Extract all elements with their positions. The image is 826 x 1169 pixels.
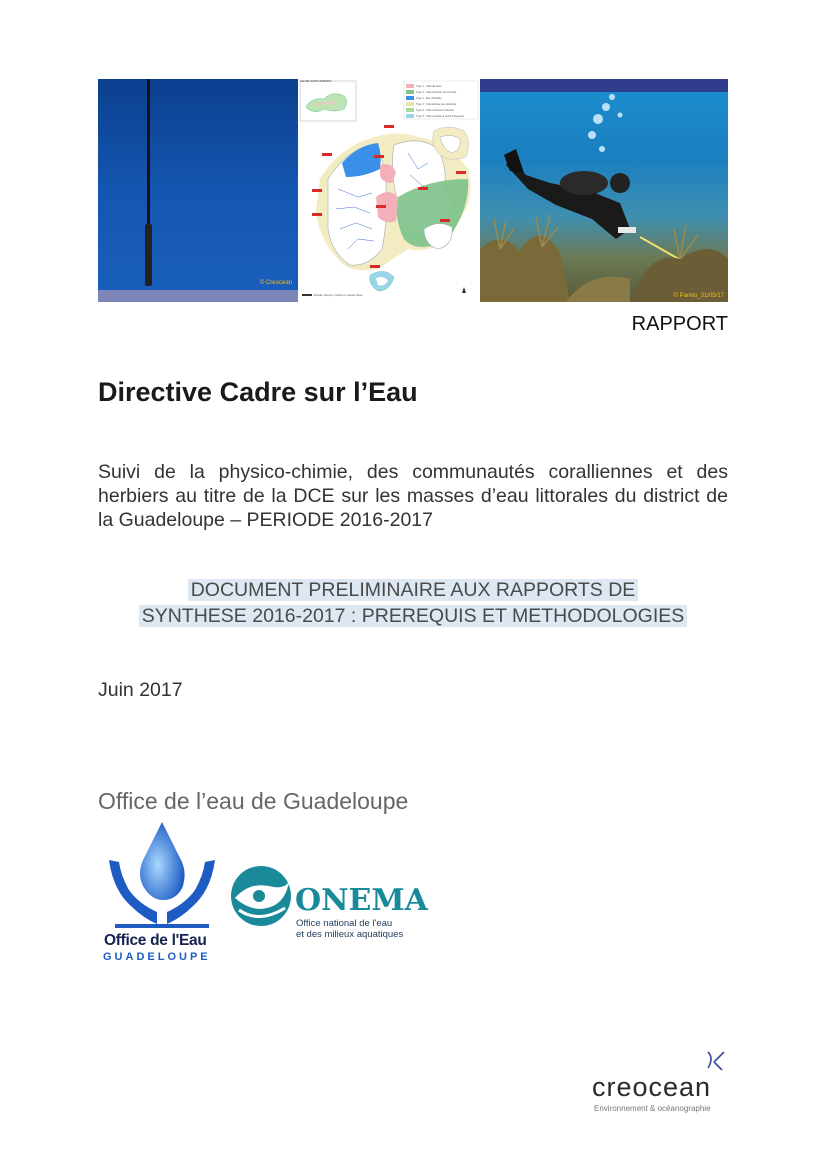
svg-text:Type 3 : Mer d'Antilles: Type 3 : Mer d'Antilles [416, 97, 442, 100]
probe-cable [147, 79, 150, 229]
document-title: Directive Cadre sur l’Eau [98, 377, 418, 407]
creocean-wave-icon [704, 1048, 728, 1072]
preliminary-line-1: DOCUMENT PRELIMINAIRE AUX RAPPORTS DE [188, 579, 639, 601]
preliminary-line-2: SYNTHESE 2016-2017 : PREREQUIS ET METHODOLOGIES [139, 605, 688, 627]
onema-logo [229, 862, 429, 942]
onema-tagline-1: Office national de l'eau [296, 918, 393, 929]
svg-text:Type 2 : Côte dominée par la h: Type 2 : Côte dominée par la houle [416, 91, 457, 94]
svg-text:Type 1 : Côte de Vase: Type 1 : Côte de Vase [416, 85, 442, 88]
creocean-tagline: Environnement & océanographie [594, 1104, 711, 1113]
svg-text:Type 5 : Côte rocheuse profond: Type 5 : Côte rocheuse profonde [416, 109, 454, 112]
creocean-logo [590, 1048, 730, 1118]
office-eau-guadeloupe-logo [103, 820, 221, 965]
diver-coral-photo [480, 79, 728, 302]
water-drop-hands-icon [103, 820, 221, 932]
water-probe [145, 224, 152, 286]
onema-emblem-icon [229, 864, 293, 928]
client-name: Office de l’eau de Guadeloupe [98, 788, 409, 814]
creocean-logo-text: creocean [592, 1072, 712, 1102]
publication-date: Juin 2017 [98, 679, 183, 701]
svg-text:Type 4 : Côte abritée peu prof: Type 4 : Côte abritée peu profonde [416, 103, 457, 106]
onema-tagline-2: et des milieux aquatiques [296, 929, 404, 940]
water-probe-photo [98, 79, 298, 302]
oeg-logo-subtext: GUADELOUPE [103, 951, 211, 963]
left-photo-credit: © Créocean [259, 280, 292, 286]
document-subtitle: Suivi de la physico-chimie, des communautés coralliennes et des herbiers au titre de la DCE sur les masses d’eau littorales du district de la Guadeloupe – PERIODE 2016-2017 [98, 461, 728, 531]
preliminary-document-label [98, 577, 728, 629]
oeg-logo-text: Office de l'Eau [104, 932, 207, 949]
photo-bottom-band [98, 290, 298, 302]
report-type-label: RAPPORT [631, 313, 728, 335]
right-photo-credit: © Pareto_31/05/17 [673, 293, 724, 299]
guadeloupe-water-bodies-map [298, 79, 480, 302]
svg-text:Type 6 : Côte exposée à récifs: Type 6 : Côte exposée à récifs frangeants [416, 115, 465, 118]
map-graphic [298, 79, 480, 302]
svg-text:Échelle: Fleuves, rivières et: Échelle: Fleuves, rivières et masses d'eau [314, 294, 363, 297]
onema-logo-text: ONEMA [295, 883, 428, 918]
diver-scene [480, 79, 728, 302]
map-inset-title: ILE DE SAINT-MARTIN [300, 79, 332, 83]
